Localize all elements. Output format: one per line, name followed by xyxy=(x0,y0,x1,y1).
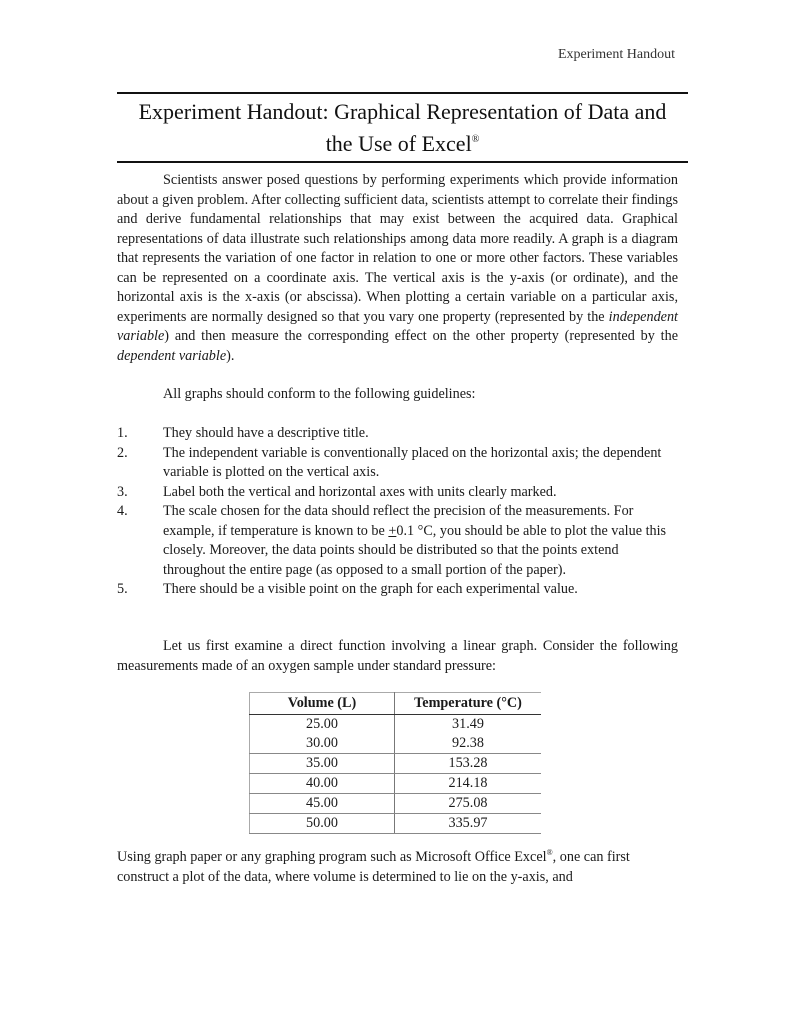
list-number: 3. xyxy=(117,483,128,500)
list-item xyxy=(117,424,678,444)
table-row xyxy=(250,734,542,754)
temperature-cell: 275.08 xyxy=(395,794,542,814)
volume-cell: 40.00 xyxy=(250,774,395,794)
table-row xyxy=(250,774,542,794)
list-number: 5. xyxy=(117,581,128,597)
oxygen-data-table xyxy=(249,692,541,834)
intro-text-1: Scientists answer posed questions by performing experiments which provide information about a given problem. After collecting sufficient data, scientists attempt to correlate their findings and derive fundamental relationships that may exist between the acquired data. Graphical representations of data illustrate such relationships among data more readily. A graph is a diagram that represents the variation of one factor in relation to one or more other factors. These variables can be represented on a coordinate axis. The vertical axis is the y-axis (or ordinate), and the horizontal axis is the x-axis (or abscissa). When plotting a certain variable on a particular axis, experiments are normally designed so that you vary one property (represented by the xyxy=(117,172,678,325)
dependent-variable-term: dependent variable xyxy=(117,347,227,364)
closing-text-2: , one can first construct a plot of the data, where volume is determined to lie on the y-axis, and xyxy=(117,849,630,885)
table-row xyxy=(250,814,542,834)
title-block xyxy=(117,92,688,163)
table-row xyxy=(250,794,542,814)
registered-mark: ® xyxy=(471,134,480,145)
table-row xyxy=(250,754,542,774)
volume-cell: 45.00 xyxy=(250,794,395,814)
list-item xyxy=(117,580,678,600)
temperature-header: Temperature (°C) xyxy=(395,693,542,715)
list-item xyxy=(117,444,678,483)
list-text: They should have a descriptive title. xyxy=(163,425,369,441)
list-text-cont: 0.1 °C, you should be able to plot the value this closely. Moreover, the data points should be distributed so that the points extend throughout the entire page (as opposed to a small portion of the paper). xyxy=(163,522,667,578)
list-number: 4. xyxy=(117,503,128,519)
list-number: 2. xyxy=(117,444,128,461)
list-item xyxy=(117,502,678,580)
registered-mark: ® xyxy=(546,848,553,857)
plus-minus-sign: + xyxy=(388,522,397,539)
temperature-cell: 214.18 xyxy=(395,774,542,794)
list-item xyxy=(117,483,678,503)
temperature-cell: 153.28 xyxy=(395,754,542,774)
list-text: There should be a visible point on the graph for each experimental value. xyxy=(163,581,578,597)
page-title xyxy=(117,98,688,158)
list-text: The scale chosen for the data should reflect the precision of the measurements. For example, if temperature is known to be xyxy=(163,503,634,539)
volume-cell: 50.00 xyxy=(250,814,395,834)
volume-cell: 30.00 xyxy=(250,734,395,754)
intro-paragraph xyxy=(117,171,678,366)
list-text: The independent variable is conventionally placed on the horizontal axis; the dependent variable is plotted on the vertical axis. xyxy=(163,444,662,480)
list-number: 1. xyxy=(117,425,128,441)
list-text: Label both the vertical and horizontal axes with units clearly marked. xyxy=(163,483,557,500)
temperature-cell: 92.38 xyxy=(395,734,542,754)
title-line-2: the Use of Excel xyxy=(325,131,472,156)
linear-graph-paragraph: Let us first examine a direct function involving a linear graph. Consider the following measurements made of an oxygen sample under standard pressure: xyxy=(117,638,678,674)
title-line-1: Experiment Handout: Graphical Representation of Data and xyxy=(138,99,667,124)
volume-header: Volume (L) xyxy=(250,693,395,715)
temperature-cell: 31.49 xyxy=(452,716,484,732)
volume-cell: 35.00 xyxy=(250,754,395,774)
guidelines-list xyxy=(117,424,678,600)
table-row xyxy=(250,715,542,735)
running-header: Experiment Handout xyxy=(557,47,675,62)
temperature-cell: 335.97 xyxy=(395,814,542,834)
closing-text-1: Using graph paper or any graphing program such as Microsoft Office Excel xyxy=(117,849,547,865)
independent-variable-term: independent variable xyxy=(117,308,678,344)
table-header-row xyxy=(250,693,542,715)
closing-paragraph xyxy=(117,848,678,887)
volume-cell: 25.00 xyxy=(250,715,395,735)
intro-text-2: ) and then measure the corresponding effect on the other property (represented by the xyxy=(164,328,678,344)
guidelines-intro: All graphs should conform to the following guidelines: xyxy=(163,386,476,402)
intro-text-3: ). xyxy=(226,347,235,364)
